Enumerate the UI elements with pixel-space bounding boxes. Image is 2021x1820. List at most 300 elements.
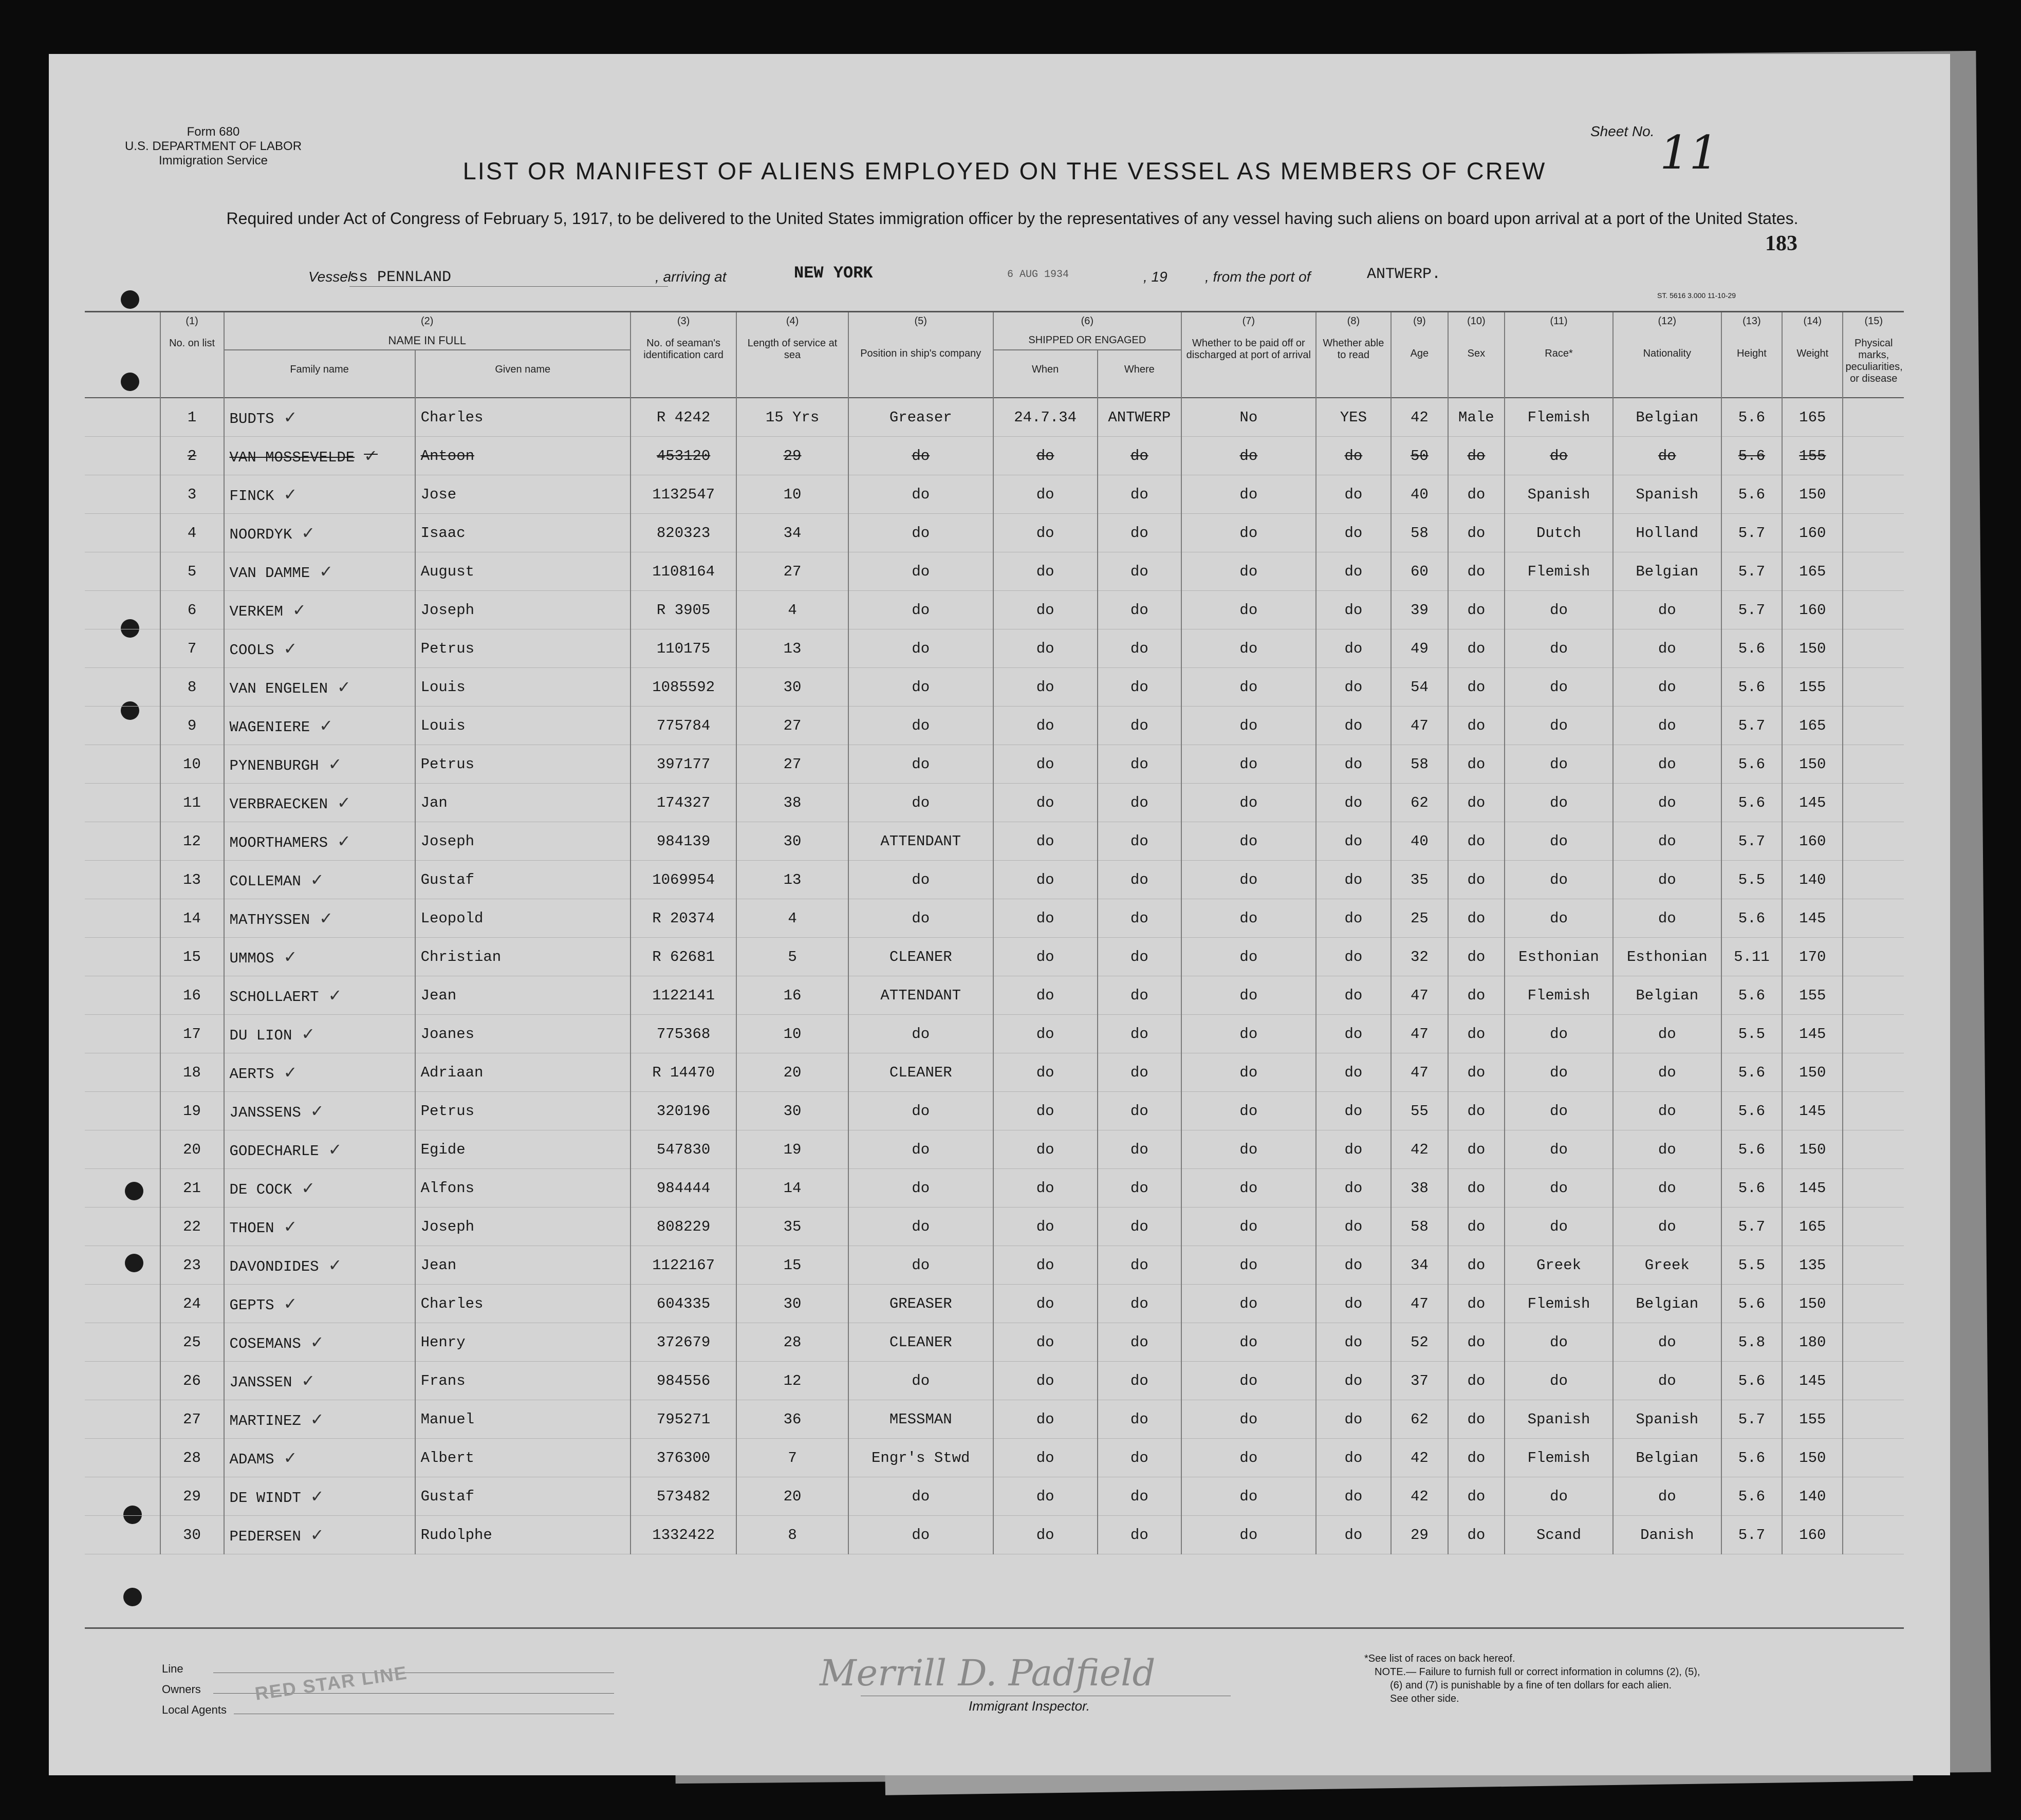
cell-no: 16: [160, 976, 224, 1015]
cell-read: do: [1316, 629, 1392, 668]
cell-family: [224, 398, 415, 437]
cell-paid: do: [1181, 938, 1316, 976]
cell-physical: [1843, 745, 1904, 784]
table-row: [85, 1477, 1904, 1516]
cell-where: ANTWERP: [1098, 398, 1181, 437]
cell-weight: 150: [1782, 1130, 1843, 1169]
cell-paid: do: [1181, 1362, 1316, 1400]
cell-nationality: Belgian: [1613, 1439, 1721, 1477]
cell-when: do: [993, 552, 1098, 591]
cell-race: do: [1505, 1208, 1613, 1246]
cell-paid: do: [1181, 861, 1316, 899]
cell-weight: 135: [1782, 1246, 1843, 1285]
cell-weight: 180: [1782, 1323, 1843, 1362]
cell-height: 5.5: [1721, 1015, 1782, 1053]
cell-nationality: do: [1613, 1323, 1721, 1362]
cell-sex: do: [1448, 437, 1505, 475]
family-text: SCHOLLAERT: [229, 988, 319, 1006]
form-number: Form 680: [187, 125, 240, 139]
sheet-number: 11: [1660, 126, 1719, 180]
cell-height: 5.6: [1721, 1130, 1782, 1169]
cell-position: do: [848, 707, 993, 745]
cell-service: 8: [736, 1516, 848, 1554]
cell-given: [415, 629, 631, 668]
cell-weight: 145: [1782, 1015, 1843, 1053]
cell-sex: do: [1448, 552, 1505, 591]
cell-age: 47: [1391, 1285, 1448, 1323]
cell-given: [415, 976, 631, 1015]
cell-height: 5.5: [1721, 1246, 1782, 1285]
cell-sex: do: [1448, 1400, 1505, 1439]
table-row: [85, 1323, 1904, 1362]
cell-read: do: [1316, 822, 1392, 861]
family-text: VAN DAMME: [229, 564, 310, 582]
table-row: [85, 1053, 1904, 1092]
cell-family: [224, 1362, 415, 1400]
cell-given: [415, 899, 631, 938]
cell-physical: [1843, 899, 1904, 938]
cell-family: [224, 514, 415, 552]
cell-card: 453120: [631, 437, 736, 475]
cell-physical: [1843, 398, 1904, 437]
cell-given: [415, 437, 631, 475]
cell-height: 5.6: [1721, 629, 1782, 668]
cell-family: [224, 629, 415, 668]
from-port-label: , from the port of: [1205, 269, 1311, 285]
page-number: 183: [1765, 232, 1797, 255]
cell-position: do: [848, 437, 993, 475]
cell-family: [224, 784, 415, 822]
given-text: Jan: [420, 794, 448, 811]
cell-given: [415, 1130, 631, 1169]
cell-nationality: Belgian: [1613, 398, 1721, 437]
given-text: Rudolphe: [420, 1526, 492, 1544]
cell-card: 984139: [631, 822, 736, 861]
cell-where: do: [1098, 1130, 1181, 1169]
cell-when: do: [993, 1285, 1098, 1323]
cell-position: do: [848, 552, 993, 591]
cell-height: 5.6: [1721, 1169, 1782, 1208]
cell-paid: do: [1181, 514, 1316, 552]
cell-weight: 150: [1782, 475, 1843, 514]
given-text: Henry: [420, 1333, 466, 1351]
cell-read: do: [1316, 1015, 1392, 1053]
cell-card: 1069954: [631, 861, 736, 899]
cell-position: Greaser: [848, 398, 993, 437]
cell-given: [415, 1246, 631, 1285]
cell-where: do: [1098, 1323, 1181, 1362]
cell-paid: do: [1181, 1092, 1316, 1130]
cell-given: [415, 1400, 631, 1439]
cell-sex: do: [1448, 1516, 1505, 1554]
cell-where: do: [1098, 437, 1181, 475]
cell-height: 5.6: [1721, 1092, 1782, 1130]
cell-family: [224, 591, 415, 629]
cell-given: [415, 1092, 631, 1130]
cell-no: 6: [160, 591, 224, 629]
cell-card: 775784: [631, 707, 736, 745]
cell-given: [415, 1285, 631, 1323]
cell-family: [224, 668, 415, 707]
cell-paid: do: [1181, 1477, 1316, 1516]
line-label: Line: [162, 1662, 183, 1675]
cell-age: 60: [1391, 552, 1448, 591]
cell-given: [415, 475, 631, 514]
family-text: VERBRAECKEN: [229, 795, 328, 813]
table-row: [85, 976, 1904, 1015]
table-body: [85, 398, 1904, 1554]
cell-where: do: [1098, 938, 1181, 976]
cell-weight: 155: [1782, 668, 1843, 707]
cell-service: 15: [736, 1246, 848, 1285]
cell-read: do: [1316, 1323, 1392, 1362]
cell-no: 2: [160, 437, 224, 475]
cell-when: do: [993, 1362, 1098, 1400]
family-text: UMMOS: [229, 950, 274, 967]
cell-given: [415, 707, 631, 745]
cell-physical: [1843, 1323, 1904, 1362]
cell-nationality: do: [1613, 1015, 1721, 1053]
family-text: COLLEMAN: [229, 872, 301, 890]
cell-read: do: [1316, 1516, 1392, 1554]
cell-where: do: [1098, 668, 1181, 707]
col-age: (9) Age: [1391, 312, 1448, 398]
cell-card: 984444: [631, 1169, 736, 1208]
cell-nationality: do: [1613, 1362, 1721, 1400]
cell-given: [415, 822, 631, 861]
cell-physical: [1843, 938, 1904, 976]
cell-service: 15 Yrs: [736, 398, 848, 437]
cell-read: do: [1316, 1208, 1392, 1246]
checkmark-icon: ✓: [319, 561, 333, 581]
cell-paid: do: [1181, 629, 1316, 668]
cell-position: do: [848, 1015, 993, 1053]
cell-physical: [1843, 1246, 1904, 1285]
cell-physical: [1843, 822, 1904, 861]
cell-nationality: Greek: [1613, 1246, 1721, 1285]
cell-card: 1122141: [631, 976, 736, 1015]
cell-age: 35: [1391, 861, 1448, 899]
table-row: [85, 668, 1904, 707]
cell-physical: [1843, 1362, 1904, 1400]
cell-sex: do: [1448, 1092, 1505, 1130]
cell-when: do: [993, 1516, 1098, 1554]
cell-physical: [1843, 861, 1904, 899]
family-text: GODECHARLE: [229, 1142, 319, 1160]
cell-age: 47: [1391, 1053, 1448, 1092]
given-text: Christian: [420, 948, 502, 965]
checkmark-icon: ✓: [328, 985, 342, 1005]
table-bottom-rule: [85, 1627, 1904, 1629]
cell-weight: 165: [1782, 552, 1843, 591]
cell-physical: [1843, 1130, 1904, 1169]
cell-service: 38: [736, 784, 848, 822]
cell-when: do: [993, 1130, 1098, 1169]
cell-paid: do: [1181, 668, 1316, 707]
cell-family: [224, 861, 415, 899]
cell-weight: 145: [1782, 784, 1843, 822]
table-row: [85, 899, 1904, 938]
checkmark-icon: ✓: [337, 792, 351, 812]
table-row: [85, 1169, 1904, 1208]
cell-race: do: [1505, 629, 1613, 668]
cell-height: 5.6: [1721, 976, 1782, 1015]
cell-weight: 155: [1782, 976, 1843, 1015]
cell-where: do: [1098, 1400, 1181, 1439]
print-code: ST. 5616 3.000 11-10-29: [1657, 291, 1736, 300]
col-id-card: (3) No. of seaman's identification card: [631, 312, 736, 398]
cell-height: 5.6: [1721, 475, 1782, 514]
cell-weight: 165: [1782, 707, 1843, 745]
cell-when: do: [993, 1477, 1098, 1516]
cell-age: 37: [1391, 1362, 1448, 1400]
cell-given: [415, 398, 631, 437]
given-text: Manuel: [420, 1410, 474, 1428]
cell-card: R 20374: [631, 899, 736, 938]
cell-no: 19: [160, 1092, 224, 1130]
table-row: [85, 1208, 1904, 1246]
cell-weight: 160: [1782, 591, 1843, 629]
cell-race: do: [1505, 668, 1613, 707]
cell-given: [415, 1362, 631, 1400]
cell-when: do: [993, 1053, 1098, 1092]
cell-card: 110175: [631, 629, 736, 668]
cell-sex: Male: [1448, 398, 1505, 437]
checkmark-icon: ✓: [283, 1293, 298, 1313]
sheet-label: Sheet No.: [1590, 123, 1655, 139]
cell-age: 47: [1391, 976, 1448, 1015]
cell-age: 40: [1391, 475, 1448, 514]
cell-age: 47: [1391, 707, 1448, 745]
cell-race: Flemish: [1505, 552, 1613, 591]
cell-read: do: [1316, 938, 1392, 976]
cell-family: [224, 552, 415, 591]
cell-physical: [1843, 1053, 1904, 1092]
cell-no: 25: [160, 1323, 224, 1362]
cell-no: 15: [160, 938, 224, 976]
cell-service: 30: [736, 1092, 848, 1130]
table-row: [85, 437, 1904, 475]
cell-where: do: [1098, 1053, 1181, 1092]
given-text: Louis: [420, 678, 466, 696]
given-text: Joseph: [420, 1218, 474, 1235]
checkmark-icon: ✓: [310, 1525, 324, 1545]
department: U.S. DEPARTMENT OF LABOR: [124, 139, 302, 153]
col-able-read: (8) Whether able to read: [1316, 312, 1392, 398]
cell-where: do: [1098, 475, 1181, 514]
cell-paid: do: [1181, 707, 1316, 745]
cell-sex: do: [1448, 1130, 1505, 1169]
family-text: MATHYSSEN: [229, 911, 310, 928]
cell-paid: do: [1181, 1208, 1316, 1246]
cell-family: [224, 1092, 415, 1130]
cell-race: do: [1505, 1015, 1613, 1053]
cell-given: [415, 861, 631, 899]
given-text: Charles: [420, 1295, 484, 1312]
cell-when: do: [993, 1246, 1098, 1285]
checkmark-icon: ✓: [337, 831, 351, 851]
cell-when: do: [993, 1439, 1098, 1477]
cell-age: 34: [1391, 1246, 1448, 1285]
cell-where: do: [1098, 1246, 1181, 1285]
col-paid-off: (7) Whether to be paid off or discharged at port of arrival: [1181, 312, 1316, 398]
cell-service: 10: [736, 1015, 848, 1053]
cell-no: 20: [160, 1130, 224, 1169]
given-text: Egide: [420, 1141, 466, 1158]
arrival-date-stamp: 6 AUG 1934: [1007, 269, 1069, 281]
family-text: VAN MOSSEVELDE: [229, 449, 355, 466]
cell-sex: do: [1448, 938, 1505, 976]
given-text: Leopold: [420, 909, 484, 927]
table-row: [85, 1362, 1904, 1400]
cell-when: do: [993, 1400, 1098, 1439]
checkmark-icon: ✓: [364, 445, 378, 466]
cell-card: 775368: [631, 1015, 736, 1053]
cell-nationality: Spanish: [1613, 475, 1721, 514]
cell-service: 34: [736, 514, 848, 552]
cell-weight: 150: [1782, 745, 1843, 784]
cell-when: do: [993, 861, 1098, 899]
cell-weight: 140: [1782, 1477, 1843, 1516]
cell-height: 5.5: [1721, 861, 1782, 899]
cell-height: 5.7: [1721, 822, 1782, 861]
cell-where: do: [1098, 1285, 1181, 1323]
cell-position: CLEANER: [848, 1053, 993, 1092]
family-text: VERKEM: [229, 603, 283, 620]
cell-paid: do: [1181, 1169, 1316, 1208]
cell-card: 320196: [631, 1092, 736, 1130]
cell-sex: do: [1448, 1246, 1505, 1285]
cell-card: 1085592: [631, 668, 736, 707]
given-text: Petrus: [420, 640, 474, 657]
cell-physical: [1843, 976, 1904, 1015]
cell-card: 376300: [631, 1439, 736, 1477]
cell-weight: 150: [1782, 1439, 1843, 1477]
owners-label: Owners: [162, 1683, 201, 1696]
cell-position: do: [848, 745, 993, 784]
col-when: When: [993, 350, 1098, 398]
cell-card: R 14470: [631, 1053, 736, 1092]
cell-sex: do: [1448, 745, 1505, 784]
cell-read: do: [1316, 899, 1392, 938]
vessel-name: ss PENNLAND: [349, 269, 452, 286]
cell-paid: do: [1181, 1439, 1316, 1477]
cell-position: do: [848, 1246, 993, 1285]
page-subtitle: Required under Act of Congress of February 5, 1917, to be delivered to the United States immigration officer by the representatives of any vessel having such aliens on board upon arrival at a port of the United States.: [226, 209, 1798, 228]
cell-height: 5.6: [1721, 1477, 1782, 1516]
cell-read: do: [1316, 1477, 1392, 1516]
cell-card: 1122167: [631, 1246, 736, 1285]
checkmark-icon: ✓: [283, 946, 298, 967]
cell-race: Dutch: [1505, 514, 1613, 552]
cell-where: do: [1098, 745, 1181, 784]
cell-paid: do: [1181, 552, 1316, 591]
cell-family: [224, 1323, 415, 1362]
cell-weight: 145: [1782, 1169, 1843, 1208]
cell-read: do: [1316, 475, 1392, 514]
cell-nationality: do: [1613, 784, 1721, 822]
family-text: JANSSEN: [229, 1373, 292, 1391]
cell-service: 19: [736, 1130, 848, 1169]
cell-family: [224, 1208, 415, 1246]
cell-read: do: [1316, 514, 1392, 552]
cell-service: 27: [736, 552, 848, 591]
given-text: Adriaan: [420, 1064, 484, 1081]
cell-given: [415, 1208, 631, 1246]
cell-position: do: [848, 1130, 993, 1169]
cell-service: 28: [736, 1323, 848, 1362]
checkmark-icon: ✓: [310, 1486, 324, 1506]
cell-nationality: do: [1613, 707, 1721, 745]
cell-where: do: [1098, 861, 1181, 899]
cell-read: do: [1316, 1285, 1392, 1323]
cell-race: do: [1505, 1130, 1613, 1169]
table-row: [85, 1285, 1904, 1323]
col-sex: (10) Sex: [1448, 312, 1505, 398]
cell-nationality: Spanish: [1613, 1400, 1721, 1439]
cell-family: [224, 475, 415, 514]
cell-family: [224, 1130, 415, 1169]
cell-race: do: [1505, 784, 1613, 822]
cell-nationality: Belgian: [1613, 552, 1721, 591]
cell-service: 12: [736, 1362, 848, 1400]
cell-read: do: [1316, 437, 1392, 475]
given-text: Jean: [420, 1256, 457, 1274]
family-text: GEPTS: [229, 1296, 274, 1314]
cell-when: do: [993, 475, 1098, 514]
given-text: Joseph: [420, 601, 474, 619]
cell-weight: 145: [1782, 1362, 1843, 1400]
cell-nationality: do: [1613, 745, 1721, 784]
checkmark-icon: ✓: [337, 677, 351, 697]
cell-race: do: [1505, 745, 1613, 784]
cell-where: do: [1098, 591, 1181, 629]
cell-paid: do: [1181, 1130, 1316, 1169]
cell-when: 24.7.34: [993, 398, 1098, 437]
checkmark-icon: ✓: [319, 715, 333, 735]
cell-card: R 3905: [631, 591, 736, 629]
cell-physical: [1843, 1439, 1904, 1477]
col-name: (2) NAME IN FULL: [224, 312, 631, 350]
cell-paid: do: [1181, 475, 1316, 514]
cell-race: Flemish: [1505, 398, 1613, 437]
family-text: JANSSENS: [229, 1104, 301, 1121]
cell-no: 13: [160, 861, 224, 899]
cell-position: CLEANER: [848, 938, 993, 976]
table-header: [85, 312, 1904, 398]
cell-age: 52: [1391, 1323, 1448, 1362]
cell-position: do: [848, 475, 993, 514]
cell-service: 29: [736, 437, 848, 475]
cell-age: 55: [1391, 1092, 1448, 1130]
cell-age: 54: [1391, 668, 1448, 707]
cell-sex: do: [1448, 822, 1505, 861]
cell-nationality: Esthonian: [1613, 938, 1721, 976]
table-row: [85, 861, 1904, 899]
cell-where: do: [1098, 976, 1181, 1015]
checkmark-icon: ✓: [283, 1447, 298, 1468]
cell-height: 5.8: [1721, 1323, 1782, 1362]
cell-no: 14: [160, 899, 224, 938]
cell-read: do: [1316, 861, 1392, 899]
cell-service: 30: [736, 822, 848, 861]
cell-physical: [1843, 707, 1904, 745]
cell-no: 10: [160, 745, 224, 784]
given-text: Charles: [420, 408, 484, 426]
cell-race: do: [1505, 437, 1613, 475]
cell-race: do: [1505, 1362, 1613, 1400]
cell-where: do: [1098, 899, 1181, 938]
